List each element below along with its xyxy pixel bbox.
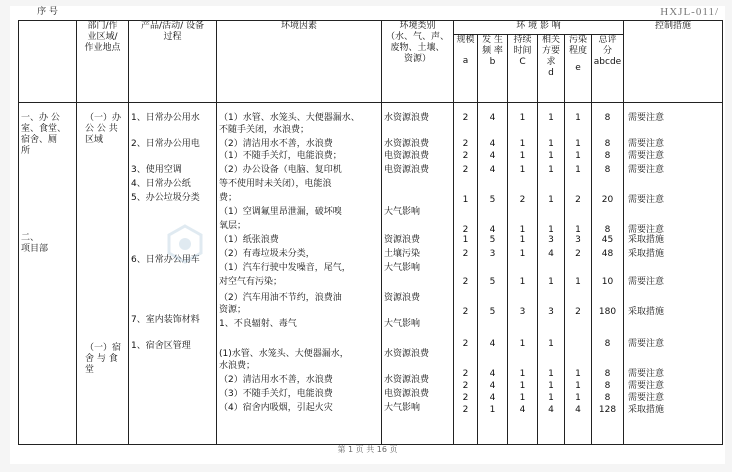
header-seq: 序 号: [19, 21, 77, 103]
impact-value-s: 8: [604, 393, 611, 403]
control-measure: 需要注意: [628, 369, 665, 379]
document-page: [10, 6, 725, 464]
impact-value-c: 1: [519, 139, 526, 149]
header-col-c: 持续 时间 C: [508, 35, 538, 103]
factor-line: （2）清洁用水不善，水浪费: [219, 375, 333, 385]
category-label: 水资源浪费: [384, 375, 430, 385]
process-label: 5、办公垃圾分类: [131, 193, 200, 203]
impact-value-e: 2: [575, 195, 581, 205]
factor-line: （2）汽车用油不节约，浪费油: [219, 293, 342, 303]
impact-value-d: 1: [548, 139, 554, 149]
factor-line: 对空气有污染；: [219, 277, 283, 287]
header-col-d: 相关 方要 求 d: [538, 35, 565, 103]
category-cell: [382, 103, 454, 445]
impact-value-d: 1: [548, 113, 554, 123]
category-label: 水资源浪费: [384, 349, 430, 359]
impact-value-d: 1: [548, 393, 554, 403]
factor-line: 费；: [219, 193, 238, 203]
impact-value-s: 8: [604, 369, 611, 379]
category-label: 资源浪费: [384, 235, 421, 245]
impact-value-a: 2: [462, 405, 469, 415]
control-measure: 需要注意: [628, 113, 665, 123]
impact-value-b: 4: [489, 165, 496, 175]
page-footer: 第 1 页 共 16 页: [337, 445, 398, 454]
impact-value-e: 1: [575, 225, 581, 235]
impact-value-b: 4: [489, 369, 496, 379]
process-label: 4、日常办公纸: [131, 179, 191, 189]
impact-value-c: 1: [519, 277, 526, 287]
header-col-b: 发 生 频 率 b: [478, 35, 508, 103]
impact-value-c: 2: [519, 195, 526, 205]
impact-value-s: 8: [604, 113, 611, 123]
impact-value-b: 5: [489, 277, 496, 287]
dept-label: （一）宿 舍 与 食 堂: [85, 343, 122, 375]
impact-value-d: 4: [548, 405, 554, 415]
impact-value-e: 1: [575, 113, 581, 123]
category-label: 电资源浪费: [384, 389, 430, 399]
category-label: 大气影响: [384, 403, 421, 413]
impact-value-d: 1: [548, 339, 554, 349]
impact-value-b: 5: [489, 235, 496, 245]
factor-line: 氧层；: [219, 221, 247, 231]
impact-value-s: 8: [604, 139, 611, 149]
process-label: 1、宿舍区管理: [131, 341, 191, 351]
control-measure: 采取措施: [628, 405, 665, 415]
impact-value-b: 3: [489, 249, 496, 259]
impact-value-s: 8: [604, 151, 611, 161]
impact-value-a: 1: [462, 195, 469, 205]
impact-value-d: 1: [548, 277, 554, 287]
factor-line: 1、不良辐射、毒气: [219, 319, 297, 329]
impact-value-b: 4: [489, 151, 496, 161]
control-measure: 采取措施: [628, 249, 665, 259]
header-process: 产品/活动/ 设备 过程: [129, 21, 217, 103]
col-c-cell: [508, 103, 538, 445]
impact-value-b: 4: [489, 113, 496, 123]
factor-line: （1）汽车行驶中发噪音，尾气，: [219, 263, 351, 273]
dept-label: （一）办 公 公 共 区域: [85, 113, 122, 145]
category-label: 资源浪费: [384, 293, 421, 303]
factor-line: （1）纸张浪费: [219, 235, 279, 245]
seq-label: 一、办 公 室、食堂、 宿舍、厕 所: [21, 113, 67, 156]
factor-line: （1）不随手关灯，电能浪费；: [219, 151, 342, 161]
impact-value-e: 3: [575, 235, 581, 245]
impact-value-s: 8: [604, 339, 611, 349]
header-col-a: 规模 a: [454, 35, 478, 103]
header-category: 环境类别 （水、气、声、 废物、土壤、 资源）: [382, 21, 454, 103]
impact-value-a: 2: [462, 369, 469, 379]
factor-line: (1)水管、水笼头、大便器漏水，: [219, 349, 349, 359]
impact-value-c: 4: [519, 405, 526, 415]
factor-line: 资源；: [219, 305, 247, 315]
header-score: 总评 分 abcde: [592, 35, 624, 103]
control-measure: 采取措施: [628, 235, 665, 245]
control-measure: 需要注意: [628, 393, 665, 403]
impact-value-d: 4: [548, 249, 554, 259]
control-measure: 需要注意: [628, 381, 665, 391]
category-label: 电资源浪费: [384, 151, 430, 161]
factor-line: （1）空调氟里昂泄漏，破坏嗅: [219, 207, 342, 217]
impact-value-a: 2: [462, 139, 469, 149]
factor-line: （1）水管、水笼头、大便器漏水、: [219, 113, 360, 123]
header-factor: 环境因素: [217, 21, 382, 103]
score-cell: [592, 103, 624, 445]
factor-line: （2）有毒垃圾未分类，: [219, 249, 315, 259]
impact-value-c: 1: [519, 113, 526, 123]
impact-value-a: 2: [462, 277, 469, 287]
category-label: 水资源浪费: [384, 139, 430, 149]
impact-value-s: 10: [601, 277, 614, 287]
impact-value-a: 2: [462, 249, 469, 259]
impact-value-d: 3: [548, 235, 554, 245]
impact-value-c: 1: [519, 225, 526, 235]
impact-value-b: 4: [489, 381, 496, 391]
impact-value-b: 5: [489, 307, 496, 317]
impact-value-c: 1: [519, 249, 526, 259]
factor-line: （2）清洁用水不善，水浪费: [219, 139, 333, 149]
impact-value-d: 1: [548, 195, 554, 205]
factor-line: （3）不随手关灯，电能浪费: [219, 389, 333, 399]
doc-code: HXJL-011/: [660, 6, 719, 18]
col-b-cell: [478, 103, 508, 445]
control-measure: 需要注意: [628, 277, 665, 287]
impact-value-e: 1: [575, 165, 581, 175]
impact-value-c: 1: [519, 151, 526, 161]
impact-value-b: 4: [489, 225, 496, 235]
impact-value-a: 2: [462, 165, 469, 175]
category-label: 大气影响: [384, 263, 421, 273]
impact-value-a: 2: [462, 113, 469, 123]
col-e-cell: [565, 103, 592, 445]
impact-value-c: 1: [519, 393, 526, 403]
impact-value-s: 45: [601, 235, 614, 245]
control-measure: 需要注意: [628, 139, 665, 149]
category-label: 电资源浪费: [384, 165, 430, 175]
process-label: 6、日常办公用车: [131, 255, 200, 265]
impact-value-e: 2: [575, 249, 581, 259]
impact-value-b: 4: [489, 393, 496, 403]
impact-value-d: 1: [548, 165, 554, 175]
factor-cell: [217, 103, 382, 445]
impact-value-d: 1: [548, 381, 554, 391]
control-measure: 采取措施: [628, 307, 665, 317]
impact-value-e: 1: [575, 381, 581, 391]
category-label: 土壤污染: [384, 249, 421, 259]
impact-value-a: 1: [462, 235, 469, 245]
impact-value-e: 2: [575, 307, 581, 317]
process-cell: [129, 103, 217, 445]
impact-value-s: 8: [604, 381, 611, 391]
impact-value-s: 20: [601, 195, 614, 205]
dept-cell: [77, 103, 129, 445]
control-measure: 需要注意: [628, 225, 665, 235]
header-col-e: 污染 程度 e: [565, 35, 592, 103]
impact-value-a: 2: [462, 225, 469, 235]
header-impact-group: 环 境 影 响: [454, 21, 624, 35]
impact-value-b: 1: [489, 405, 496, 415]
impact-value-c: 3: [519, 307, 526, 317]
header-dept: 部门/作 业区域/ 作业地点: [77, 21, 129, 103]
seq-cell: [19, 103, 77, 445]
impact-value-e: 1: [575, 393, 581, 403]
col-d-cell: [538, 103, 565, 445]
process-label: 1、日常办公用水: [131, 113, 200, 123]
impact-value-d: 1: [548, 225, 554, 235]
impact-value-c: 1: [519, 381, 526, 391]
impact-value-a: 2: [462, 151, 469, 161]
factor-line: （4）宿舍内吸烟，引起火灾: [219, 403, 333, 413]
impact-value-s: 128: [598, 405, 617, 415]
impact-value-s: 48: [601, 249, 614, 259]
impact-value-e: 1: [575, 277, 581, 287]
impact-value-e: 4: [575, 405, 581, 415]
impact-value-c: 1: [519, 369, 526, 379]
impact-value-c: 1: [519, 165, 526, 175]
impact-value-e: 1: [575, 151, 581, 161]
impact-value-d: 3: [548, 307, 554, 317]
col-a-cell: [454, 103, 478, 445]
factor-line: 水浪费；: [219, 361, 256, 371]
category-label: 大气影响: [384, 319, 421, 329]
category-label: 水资源浪费: [384, 113, 430, 123]
impact-value-a: 2: [462, 381, 469, 391]
impact-value-c: 1: [519, 235, 526, 245]
impact-value-d: 1: [548, 369, 554, 379]
process-label: 3、使用空调: [131, 165, 182, 175]
impact-value-s: 180: [598, 307, 617, 317]
seq-label: 二、 项目部: [21, 233, 49, 254]
factor-line: （2）办公设备（电脑、复印机: [219, 165, 342, 175]
category-label: 大气影响: [384, 207, 421, 217]
process-label: 7、室内装饰材料: [131, 315, 200, 325]
control-cell: [624, 103, 723, 445]
control-measure: 需要注意: [628, 165, 665, 175]
impact-value-c: 1: [519, 339, 526, 349]
process-label: 2、日常办公用电: [131, 139, 200, 149]
impact-value-a: 2: [462, 307, 469, 317]
impact-value-b: 4: [489, 339, 496, 349]
impact-value-e: 1: [575, 369, 581, 379]
impact-value-e: 1: [575, 139, 581, 149]
watermark-icon: [165, 224, 205, 264]
impact-value-d: 1: [548, 151, 554, 161]
impact-value-a: 2: [462, 339, 469, 349]
impact-value-b: 5: [489, 195, 496, 205]
header-control: 控制措施: [624, 21, 723, 103]
factor-line: 不随手关闭，水浪费；: [219, 125, 310, 135]
factor-line: 等不使用时未关闭），电能浪: [219, 179, 332, 189]
impact-value-a: 2: [462, 393, 469, 403]
control-measure: 需要注意: [628, 151, 665, 161]
impact-value-s: 8: [604, 165, 611, 175]
impact-value-b: 4: [489, 139, 496, 149]
impact-value-s: 8: [604, 225, 611, 235]
control-measure: 需要注意: [628, 195, 665, 205]
control-measure: 需要注意: [628, 339, 665, 349]
